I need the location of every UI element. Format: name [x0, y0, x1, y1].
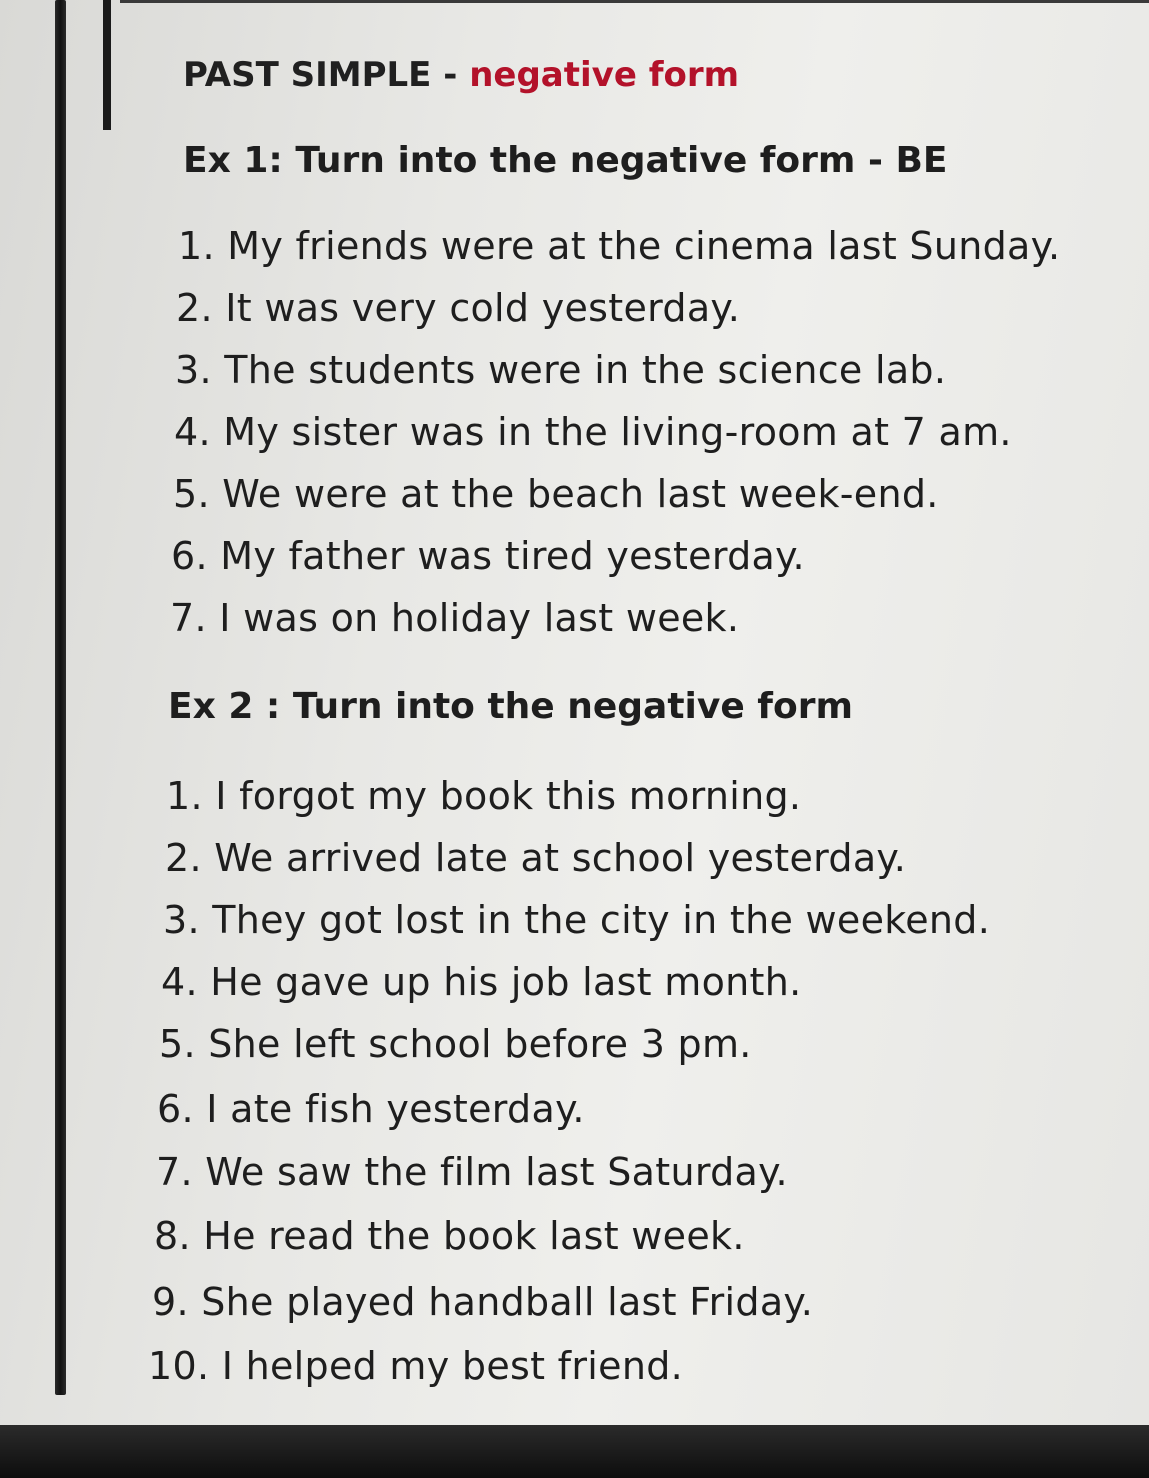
title-accent: negative form: [469, 55, 740, 95]
ex2-item: 8. He read the book last week.: [154, 1214, 745, 1258]
ex2-item: 7. We saw the film last Saturday.: [156, 1150, 788, 1194]
title-main: PAST SIMPLE -: [183, 55, 470, 95]
ex1-item: 6. My father was tired yesterday.: [171, 534, 805, 578]
worksheet-title: [183, 55, 739, 95]
ex2-heading: Ex 2 : Turn into the negative form: [168, 686, 853, 727]
ex1-item: 3. The students were in the science lab.: [175, 348, 947, 392]
ex1-item: 2. It was very cold yesterday.: [176, 286, 741, 330]
left-margin-line-top: [103, 0, 111, 130]
ex2-item: 9. She played handball last Friday.: [152, 1280, 814, 1324]
ex2-item: 1. I forgot my book this morning.: [166, 774, 802, 818]
dark-surface-edge: [0, 1425, 1149, 1478]
ex2-item: 3. They got lost in the city in the weekend.: [163, 898, 991, 942]
ex1-item: 7. I was on holiday last week.: [170, 596, 740, 640]
ex2-item: 4. He gave up his job last month.: [161, 960, 802, 1004]
ex2-item: 2. We arrived late at school yesterday.: [165, 836, 907, 880]
ex2-item: 5. She left school before 3 pm.: [159, 1022, 752, 1066]
ex2-item: 6. I ate fish yesterday.: [157, 1087, 585, 1131]
ex2-item: 10. I helped my best friend.: [148, 1344, 684, 1388]
left-margin-line: [55, 0, 66, 1395]
top-border-line: [120, 0, 1149, 3]
ex1-heading: Ex 1: Turn into the negative form - BE: [183, 140, 948, 181]
ex1-item: 5. We were at the beach last week-end.: [173, 472, 939, 516]
ex1-item: 4. My sister was in the living-room at 7 am.: [174, 410, 1012, 454]
ex1-item: 1. My friends were at the cinema last Sunday.: [178, 224, 1061, 268]
